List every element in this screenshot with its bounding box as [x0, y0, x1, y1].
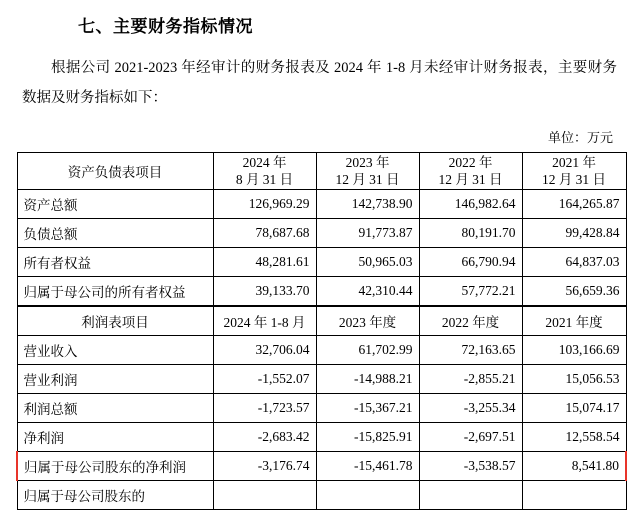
row-value: 61,702.99	[316, 336, 419, 365]
row-value: 56,659.36	[522, 277, 626, 307]
row-value: -1,723.57	[213, 394, 316, 423]
row-label: 利润总额	[17, 394, 213, 423]
row-value: 103,166.69	[522, 336, 626, 365]
row-value: 39,133.70	[213, 277, 316, 307]
header-col1-line2: 8 月 31 日	[235, 172, 294, 187]
table-row	[17, 219, 626, 248]
row-value: -15,461.78	[316, 452, 419, 481]
row-value: 142,738.90	[316, 190, 419, 219]
document-page	[0, 12, 639, 504]
row-value: -15,367.21	[316, 394, 419, 423]
row-value: -14,988.21	[316, 365, 419, 394]
row-value: -1,552.07	[213, 365, 316, 394]
row-label: 营业利润	[17, 365, 213, 394]
income-header-col4: 2021 年度	[522, 306, 626, 336]
table-row	[17, 248, 626, 277]
header-cell-col2	[316, 153, 419, 190]
row-value: -3,538.57	[419, 452, 522, 481]
row-value: 12,558.54	[522, 423, 626, 452]
row-label: 资产总额	[17, 190, 213, 219]
table-row	[17, 277, 626, 307]
row-value: 80,191.70	[419, 219, 522, 248]
row-value: 50,965.03	[316, 248, 419, 277]
row-value	[522, 481, 626, 510]
row-label: 归属于母公司股东的净利润	[17, 452, 213, 481]
row-value	[419, 481, 522, 510]
row-value: -2,697.51	[419, 423, 522, 452]
table-row-clipped	[17, 481, 626, 510]
financial-table	[16, 152, 627, 510]
row-value: 78,687.68	[213, 219, 316, 248]
row-label: 归属于母公司的所有者权益	[17, 277, 213, 307]
income-header-label: 利润表项目	[17, 306, 213, 336]
header-cell-col1	[213, 153, 316, 190]
header-col4-line2: 12 月 31 日	[541, 172, 607, 187]
table-row	[17, 365, 626, 394]
table-row	[17, 423, 626, 452]
row-value: -3,255.34	[419, 394, 522, 423]
row-label: 归属于母公司股东的	[17, 481, 213, 510]
table-row	[17, 336, 626, 365]
row-label: 所有者权益	[17, 248, 213, 277]
row-value: 32,706.04	[213, 336, 316, 365]
row-value: 66,790.94	[419, 248, 522, 277]
table-row	[17, 394, 626, 423]
header-col3-line2: 12 月 31 日	[438, 172, 503, 187]
page-title: 七、主要财务指标情况	[78, 17, 253, 36]
income-header-col2: 2023 年度	[316, 306, 419, 336]
header-col1-line1: 2024 年	[242, 155, 287, 170]
row-value: 72,163.65	[419, 336, 522, 365]
income-header-col3: 2022 年度	[419, 306, 522, 336]
row-value: -2,683.42	[213, 423, 316, 452]
header-cell-label: 资产负债表项目	[17, 153, 213, 190]
row-value: 48,281.61	[213, 248, 316, 277]
row-value: 64,837.03	[522, 248, 626, 277]
row-label: 营业收入	[17, 336, 213, 365]
income-header-col1: 2024 年 1-8 月	[213, 306, 316, 336]
income-header-row	[17, 306, 626, 336]
row-value: 164,265.87	[522, 190, 626, 219]
row-value: 146,982.64	[419, 190, 522, 219]
intro-paragraph: 根据公司 2021-2023 年经审计的财务报表及 2024 年 1-8 月未经审计财务报表，主要财务数据及财务指标如下：	[22, 60, 617, 106]
unit-note: 单位：万元	[547, 130, 613, 145]
row-value: 42,310.44	[316, 277, 419, 307]
row-value	[213, 481, 316, 510]
row-label: 负债总额	[17, 219, 213, 248]
row-value: 126,969.29	[213, 190, 316, 219]
header-col3-line1: 2022 年	[448, 155, 493, 170]
header-col2-line2: 12 月 31 日	[335, 172, 400, 187]
header-col4-line1: 2021 年	[552, 155, 596, 170]
row-value: 91,773.87	[316, 219, 419, 248]
header-cell-col3	[419, 153, 522, 190]
row-value: -3,176.74	[213, 452, 316, 481]
header-cell-col4	[522, 153, 626, 190]
table-row	[17, 190, 626, 219]
row-value: 57,772.21	[419, 277, 522, 307]
row-value: 15,074.17	[522, 394, 626, 423]
table-header-row	[17, 153, 626, 190]
highlighted-table-row	[17, 452, 626, 481]
row-value: -15,825.91	[316, 423, 419, 452]
row-label: 净利润	[17, 423, 213, 452]
row-value: 99,428.84	[522, 219, 626, 248]
row-value	[316, 481, 419, 510]
row-value: -2,855.21	[419, 365, 522, 394]
row-value: 15,056.53	[522, 365, 626, 394]
header-col2-line1: 2023 年	[345, 155, 390, 170]
row-value: 8,541.80	[522, 452, 626, 481]
